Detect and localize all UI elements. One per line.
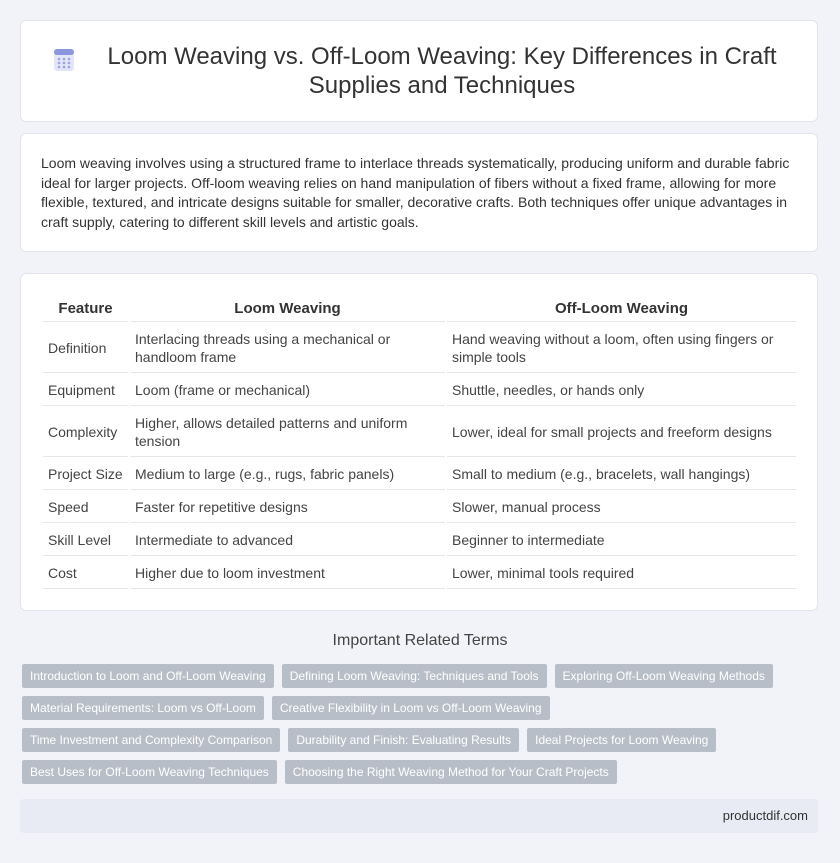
- header-loom: Loom Weaving: [130, 296, 445, 322]
- related-term-tag[interactable]: Defining Loom Weaving: Techniques and Tools: [282, 664, 547, 688]
- table-row: [43, 375, 796, 406]
- off-loom-cell: Lower, ideal for small projects and freeform designs: [447, 408, 796, 457]
- feature-cell: Project Size: [43, 459, 128, 490]
- related-terms-list: [22, 664, 822, 792]
- loom-cell: Medium to large (e.g., rugs, fabric panels): [130, 459, 445, 490]
- off-loom-cell: Hand weaving without a loom, often using fingers or simple tools: [447, 324, 796, 373]
- table-row: [43, 525, 796, 556]
- feature-cell: Complexity: [43, 408, 128, 457]
- document-icon: [51, 47, 77, 73]
- title-card: [20, 20, 818, 122]
- loom-cell: Intermediate to advanced: [130, 525, 445, 556]
- intro-card: [20, 133, 818, 252]
- footer: [20, 799, 818, 833]
- related-term-tag[interactable]: Durability and Finish: Evaluating Results: [288, 728, 519, 752]
- comparison-card: [20, 273, 818, 611]
- related-term-tag[interactable]: Best Uses for Off-Loom Weaving Techniques: [22, 760, 277, 784]
- intro-text: Loom weaving involves using a structured frame to interlace threads systematically, producing uniform and durable fabric ideal for larger projects. Off-loom weaving relies on hand manipulation of fibers without a fixed frame, allowing for more flexible, textured, and intricate designs suitable for smaller, decorative crafts. Both techniques offer unique advantages in craft supply, catering to different skill levels and artistic goals.: [41, 155, 790, 230]
- comparison-table: [41, 294, 798, 591]
- related-term-tag[interactable]: Creative Flexibility in Loom vs Off-Loom Weaving: [272, 696, 550, 720]
- related-term-tag[interactable]: Ideal Projects for Loom Weaving: [527, 728, 716, 752]
- related-term-tag[interactable]: Choosing the Right Weaving Method for Your Craft Projects: [285, 760, 617, 784]
- table-header-row: [43, 296, 796, 322]
- page-title: Loom Weaving vs. Off-Loom Weaving: Key Differences in Craft Supplies and Techniques: [107, 43, 777, 99]
- loom-cell: Higher due to loom investment: [130, 558, 445, 589]
- off-loom-cell: Small to medium (e.g., bracelets, wall hangings): [447, 459, 796, 490]
- feature-cell: Equipment: [43, 375, 128, 406]
- loom-cell: Loom (frame or mechanical): [130, 375, 445, 406]
- off-loom-cell: Shuttle, needles, or hands only: [447, 375, 796, 406]
- header-off-loom: Off-Loom Weaving: [447, 296, 796, 322]
- table-row: [43, 558, 796, 589]
- feature-cell: Definition: [43, 324, 128, 373]
- table-row: [43, 459, 796, 490]
- related-term-tag[interactable]: Exploring Off-Loom Weaving Methods: [555, 664, 773, 688]
- feature-cell: Skill Level: [43, 525, 128, 556]
- feature-cell: Cost: [43, 558, 128, 589]
- off-loom-cell: Lower, minimal tools required: [447, 558, 796, 589]
- off-loom-cell: Beginner to intermediate: [447, 525, 796, 556]
- loom-cell: Higher, allows detailed patterns and uniform tension: [130, 408, 445, 457]
- related-term-tag[interactable]: Introduction to Loom and Off-Loom Weaving: [22, 664, 274, 688]
- table-row: [43, 492, 796, 523]
- footer-site-link[interactable]: productdif.com: [722, 808, 808, 823]
- header-feature: Feature: [43, 296, 128, 322]
- related-term-tag[interactable]: Time Investment and Complexity Comparison: [22, 728, 280, 752]
- loom-cell: Faster for repetitive designs: [130, 492, 445, 523]
- table-row: [43, 408, 796, 457]
- loom-cell: Interlacing threads using a mechanical or handloom frame: [130, 324, 445, 373]
- feature-cell: Speed: [43, 492, 128, 523]
- table-row: [43, 324, 796, 373]
- related-terms-title: Important Related Terms: [332, 632, 508, 649]
- off-loom-cell: Slower, manual process: [447, 492, 796, 523]
- related-term-tag[interactable]: Material Requirements: Loom vs Off-Loom: [22, 696, 264, 720]
